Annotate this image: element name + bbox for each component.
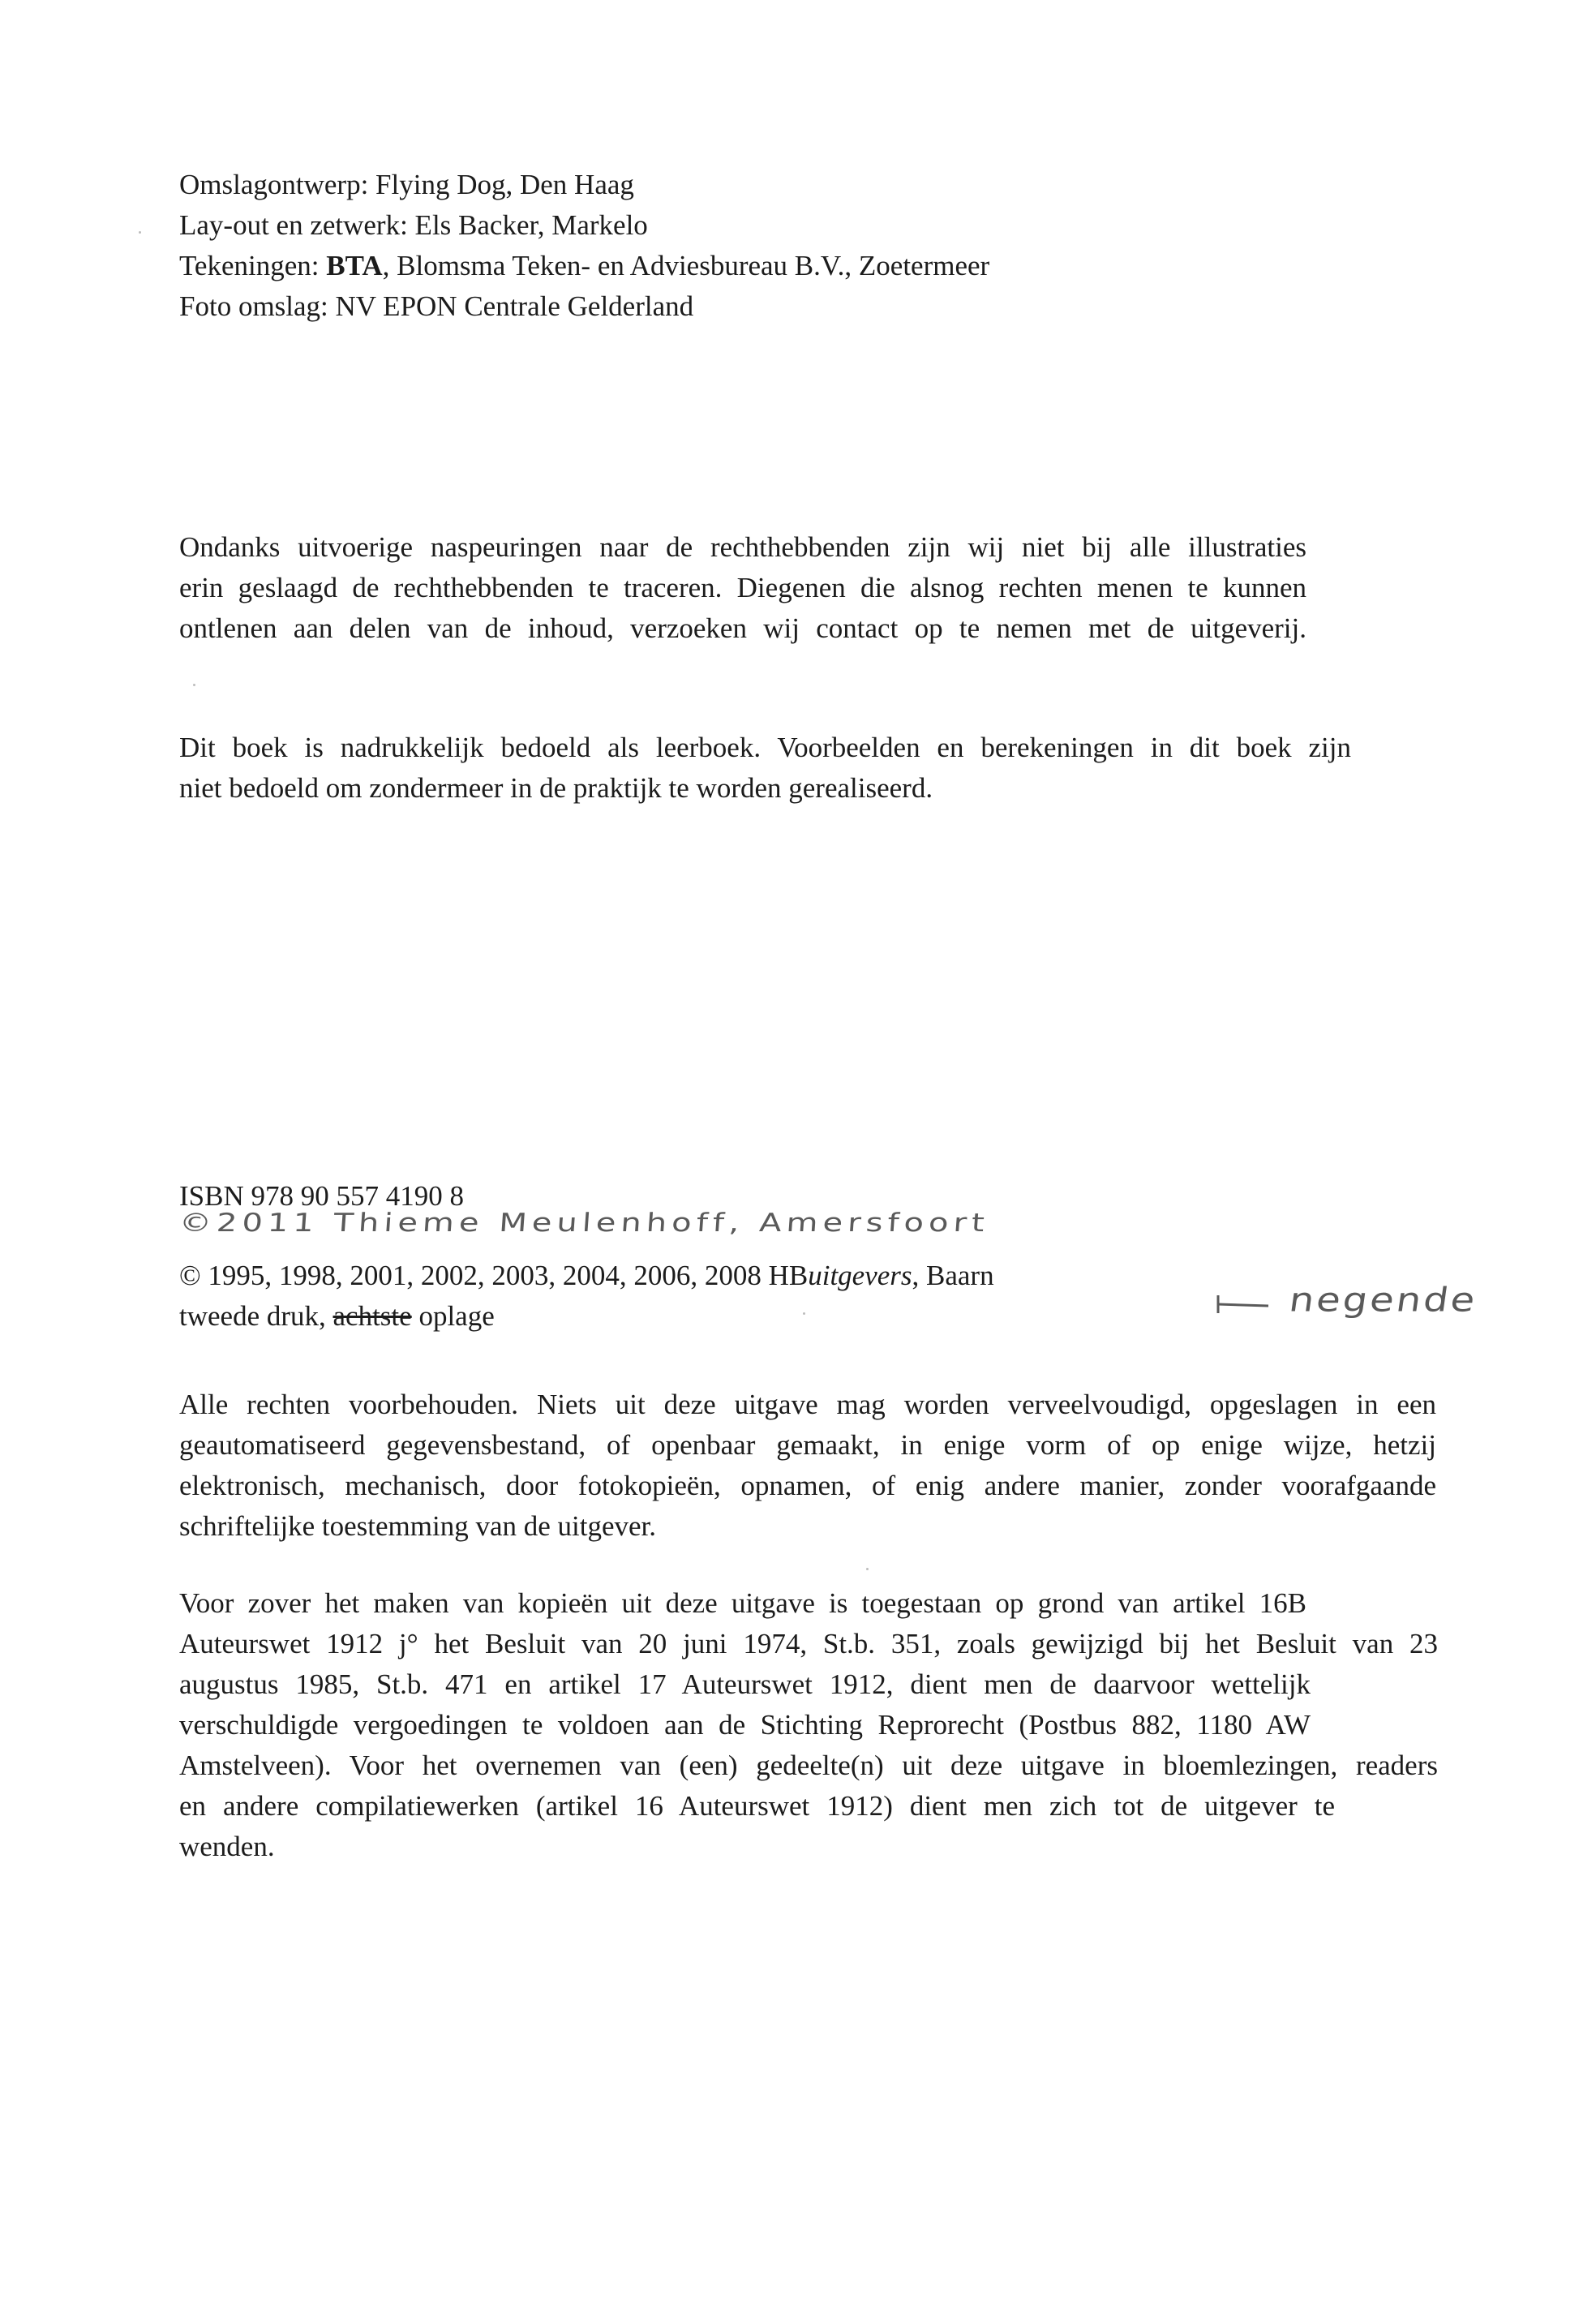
rights-line: elektronisch, mechanisch, door fotokopieën, opnamen, of enig andere manier, zonder voorafgaande xyxy=(179,1470,1436,1501)
publisher-italic: uitgevers xyxy=(808,1260,912,1291)
reprography-line: Auteurswet 1912 j° het Besluit van 20 juni 1974, St.b. 351, zoals gewijzigd bij het Besluit van 23 xyxy=(179,1628,1438,1659)
disclaimer-line: ontlenen aan delen van de inhoud, verzoeken wij contact op te nemen met de uitgeverij. xyxy=(179,612,1306,644)
reprography-line: wenden. xyxy=(179,1831,275,1862)
reprography-line: Voor zover het maken van kopieën uit deze uitgave is toegestaan op grond van artikel 16B xyxy=(179,1587,1306,1619)
handwritten-arrow-icon xyxy=(1215,1292,1272,1316)
rights-line: Alle rechten voorbehouden. Niets uit deze uitgave mag worden verveelvoudigd, opgeslagen in een xyxy=(179,1389,1436,1420)
handwritten-copyright-note: ©2011 Thieme Meulenhoff, Amersfoort xyxy=(178,1209,990,1238)
disclaimer-line: Ondanks uitvoerige naspeuringen naar de rechthebbenden zijn wij niet bij alle illustraties xyxy=(179,531,1306,563)
reprography-notice xyxy=(179,1583,1438,1867)
edition-line: tweede druk, achtste oplage xyxy=(179,1300,495,1332)
layout-credit: Lay-out en zetwerk: Els Backer, Markelo xyxy=(179,209,648,241)
disclaimer-line: erin geslaagd de rechthebbenden te traceren. Diegenen die alsnog rechten menen te kunnen xyxy=(179,572,1306,603)
rightsholder-disclaimer xyxy=(179,527,1306,649)
cover-photo-credit: Foto omslag: NV EPON Centrale Gelderland xyxy=(179,290,694,322)
textbook-note xyxy=(179,728,1351,809)
copyright-edition-block xyxy=(179,1256,994,1337)
scan-speck xyxy=(193,684,195,686)
scan-speck xyxy=(866,1568,869,1570)
rights-reserved xyxy=(179,1385,1436,1547)
rights-line: geautomatiseerd gegevensbestand, of openbaar gemaakt, in enige vorm of op enige wijze, hetzij xyxy=(179,1429,1436,1461)
cover-design-credit: Omslagontwerp: Flying Dog, Den Haag xyxy=(179,169,634,200)
bta-bold: BTA xyxy=(326,250,383,281)
drawings-credit: Tekeningen: BTA, Blomsma Teken- en Adviesbureau B.V., Zoetermeer xyxy=(179,250,990,281)
rights-line: schriftelijke toestemming van de uitgever. xyxy=(179,1510,657,1542)
reprography-line: Amstelveen). Voor het overnemen van (een) gedeelte(n) uit deze uitgave in bloemlezingen, readers xyxy=(179,1750,1438,1781)
reprography-line: en andere compilatiewerken (artikel 16 Auteurswet 1912) dient men zich tot de uitgever te xyxy=(179,1790,1335,1822)
handwritten-correction: negende xyxy=(1286,1281,1480,1320)
reprography-line: verschuldigde vergoedingen te voldoen aan de Stichting Reprorecht (Postbus 882, 1180 AW xyxy=(179,1709,1311,1741)
scan-speck xyxy=(139,231,141,234)
textbook-note-line: niet bedoeld om zondermeer in de praktijk te worden gerealiseerd. xyxy=(179,772,933,804)
credits-block xyxy=(179,165,989,327)
isbn: ISBN 978 90 557 4190 8 xyxy=(179,1180,464,1212)
textbook-note-line: Dit boek is nadrukkelijk bedoeld als leerboek. Voorbeelden en berekeningen in dit boek zijn xyxy=(179,732,1351,763)
reprography-line: augustus 1985, St.b. 471 en artikel 17 Auteurswet 1912, dient men de daarvoor wettelijk xyxy=(179,1668,1311,1700)
copyright-years: © 1995, 1998, 2001, 2002, 2003, 2004, 2006, 2008 HBuitgevers, Baarn xyxy=(179,1260,994,1291)
struck-impression: achtste xyxy=(332,1300,412,1332)
